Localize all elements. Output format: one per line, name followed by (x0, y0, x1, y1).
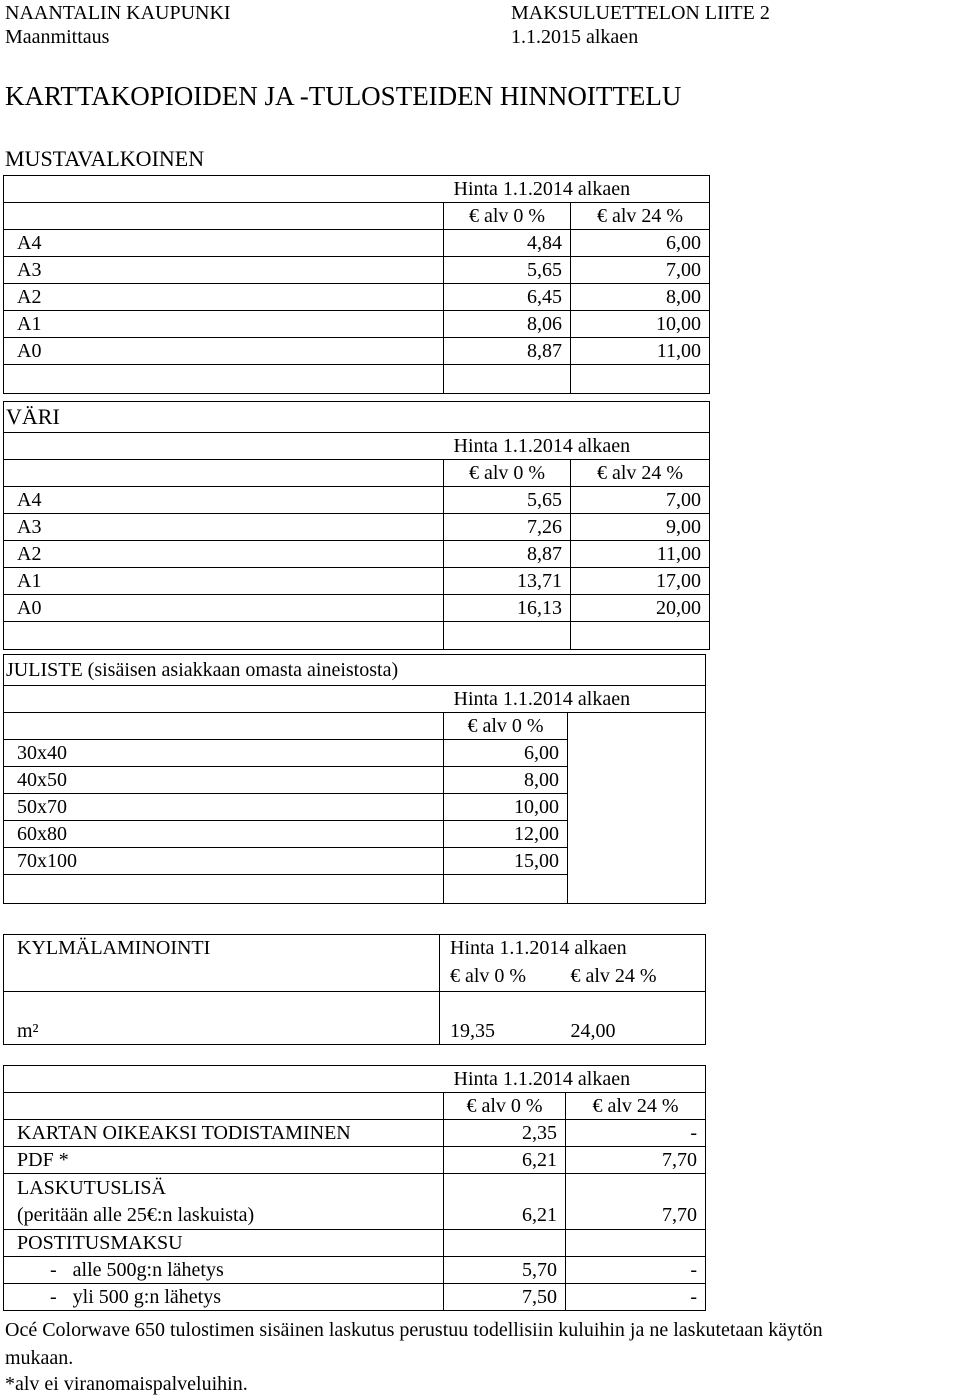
price-vat24: 6,00 (571, 230, 710, 257)
price-vat24: 17,00 (571, 568, 710, 595)
department-name: Maanmittaus (5, 26, 110, 48)
poster-price-header: Hinta 1.1.2014 alkaen (444, 686, 706, 713)
extras-price-table (3, 1065, 706, 1311)
extras-col-header-row (4, 1093, 706, 1120)
price-vat24: 11,00 (571, 541, 710, 568)
appendix-title: MAKSULUETTELON LIITE 2 (511, 2, 770, 24)
lamination-price-table (3, 934, 706, 1045)
billing-label (4, 1174, 444, 1230)
table-row (4, 338, 710, 365)
postage-label: POSTITUSMAKSU (4, 1230, 444, 1257)
postage-small-label (4, 1257, 444, 1284)
footnote-line-2: mukaan. (5, 1347, 74, 1369)
empty-row (4, 622, 710, 650)
price-vat24: 9,00 (571, 514, 710, 541)
table-row (4, 794, 706, 821)
page-title: KARTTAKOPIOIDEN JA -TULOSTEIDEN HINNOITTELU (5, 81, 682, 111)
size-label: A2 (4, 541, 444, 568)
price-vat0: 8,87 (444, 338, 571, 365)
footnote-line-3: *alv ei viranomaispalveluihin. (5, 1373, 248, 1395)
lamination-col-vat0: € alv 0 % (440, 961, 567, 992)
poster-col-header-row (4, 713, 706, 740)
price-vat24: - (566, 1120, 706, 1147)
size-label: A0 (4, 595, 444, 622)
price-vat24: 7,70 (566, 1174, 706, 1230)
poster-header-row (4, 686, 706, 713)
size-label: A3 (4, 514, 444, 541)
table-row (4, 514, 710, 541)
postage-large-label (4, 1284, 444, 1311)
lamination-col-vat24: € alv 24 % (567, 961, 706, 992)
lamination-header-row (4, 935, 706, 962)
lamination-price-header: Hinta 1.1.2014 alkaen (440, 935, 706, 962)
price-vat0: 8,00 (444, 767, 568, 794)
footnote-line-1: Océ Colorwave 650 tulostimen sisäinen laskutus perustuu todellisiin kuluihin ja ne laskutetaan käytön (5, 1319, 823, 1341)
table-row (4, 487, 710, 514)
billing-label-line2: (peritään alle 25€:n laskuista) (17, 1203, 255, 1226)
table-row (4, 595, 710, 622)
color-col-vat24: € alv 24 % (571, 460, 710, 487)
color-col-header-row (4, 460, 710, 487)
table-row (4, 821, 706, 848)
lamination-unit: m² (4, 1018, 440, 1045)
price-vat0: 6,00 (444, 740, 568, 767)
price-vat24: 7,70 (566, 1147, 706, 1174)
empty-row (4, 875, 706, 904)
table-row (4, 311, 710, 338)
bw-price-header: Hinta 1.1.2014 alkaen (444, 176, 710, 203)
price-vat0: 7,50 (444, 1284, 566, 1311)
bw-heading: MUSTAVALKOINEN (5, 146, 205, 171)
billing-label-line1: LASKUTUSLISÄ (17, 1176, 166, 1199)
extras-price-header: Hinta 1.1.2014 alkaen (444, 1066, 706, 1093)
valid-from-date: 1.1.2015 alkaen (511, 26, 639, 48)
empty-row (4, 365, 710, 394)
bw-col-vat0: € alv 0 % (444, 203, 571, 230)
price-vat0: 2,35 (444, 1120, 566, 1147)
extras-header-row (4, 1066, 706, 1093)
size-label: A1 (4, 311, 444, 338)
size-label: A0 (4, 338, 444, 365)
table-row (4, 284, 710, 311)
price-vat0: 13,71 (444, 568, 571, 595)
extras-col-vat24: € alv 24 % (566, 1093, 706, 1120)
org-name: NAANTALIN KAUPUNKI (5, 2, 231, 24)
bullet-dash: - (50, 1258, 57, 1281)
size-label: A2 (4, 284, 444, 311)
table-row (4, 1284, 706, 1311)
table-row (4, 848, 706, 875)
size-label: 40x50 (4, 767, 444, 794)
color-price-table (3, 401, 710, 650)
pdf-label: PDF * (4, 1147, 444, 1174)
price-vat24: - (566, 1284, 706, 1311)
certify-label: KARTAN OIKEAKSI TODISTAMINEN (4, 1120, 444, 1147)
color-header-row (4, 433, 710, 460)
table-row (4, 1174, 706, 1230)
price-vat0: 12,00 (444, 821, 568, 848)
price-vat0: 6,21 (444, 1147, 566, 1174)
size-label: 60x80 (4, 821, 444, 848)
table-row (4, 230, 710, 257)
price-vat24: 20,00 (571, 595, 710, 622)
table-row (4, 740, 706, 767)
poster-price-table (3, 654, 706, 904)
size-label: A3 (4, 257, 444, 284)
size-label: 50x70 (4, 794, 444, 821)
size-label: 30x40 (4, 740, 444, 767)
color-heading: VÄRI (4, 402, 710, 433)
bw-col-header-row (4, 203, 710, 230)
size-label: A4 (4, 230, 444, 257)
table-row (4, 1257, 706, 1284)
size-label: A4 (4, 487, 444, 514)
table-row (4, 541, 710, 568)
price-vat24: 7,00 (571, 487, 710, 514)
postage-large-text: yli 500 g:n lähetys (72, 1285, 221, 1308)
bw-header-row (4, 176, 710, 203)
price-vat0: 15,00 (444, 848, 568, 875)
price-vat0: 19,35 (440, 1018, 567, 1045)
table-row (4, 257, 710, 284)
price-vat24: 7,00 (571, 257, 710, 284)
price-vat0: 7,26 (444, 514, 571, 541)
color-price-header: Hinta 1.1.2014 alkaen (444, 433, 710, 460)
bw-col-vat24: € alv 24 % (571, 203, 710, 230)
table-row (4, 1018, 706, 1045)
size-label: 70x100 (4, 848, 444, 875)
color-col-vat0: € alv 0 % (444, 460, 571, 487)
price-vat0: 4,84 (444, 230, 571, 257)
price-vat0: 10,00 (444, 794, 568, 821)
price-vat0: 5,70 (444, 1257, 566, 1284)
price-vat24: 8,00 (571, 284, 710, 311)
price-vat0: 6,21 (444, 1174, 566, 1230)
lamination-col-header-row (4, 961, 706, 992)
table-row (4, 1120, 706, 1147)
price-vat24: 10,00 (571, 311, 710, 338)
table-row (4, 568, 710, 595)
poster-heading: JULISTE (sisäisen asiakkaan omasta aineistosta) (4, 655, 706, 686)
price-vat0: 8,06 (444, 311, 571, 338)
color-heading-row (4, 402, 710, 433)
poster-col-vat0: € alv 0 % (444, 713, 568, 740)
price-vat0: 16,13 (444, 595, 571, 622)
extras-col-vat0: € alv 0 % (444, 1093, 566, 1120)
price-vat0: 5,65 (444, 487, 571, 514)
poster-heading-row (4, 655, 706, 686)
lamination-heading: KYLMÄLAMINOINTI (4, 935, 440, 962)
lamination-spacer-row (4, 992, 706, 1019)
price-vat24: - (566, 1257, 706, 1284)
table-row (4, 767, 706, 794)
size-label: A1 (4, 568, 444, 595)
table-row (4, 1147, 706, 1174)
postage-small-text: alle 500g:n lähetys (72, 1258, 224, 1281)
table-row (4, 1230, 706, 1257)
price-vat0: 8,87 (444, 541, 571, 568)
price-vat24: 11,00 (571, 338, 710, 365)
price-vat24: 24,00 (567, 1018, 706, 1045)
price-vat0: 6,45 (444, 284, 571, 311)
bw-price-table (3, 175, 710, 394)
price-vat0: 5,65 (444, 257, 571, 284)
bullet-dash: - (50, 1285, 57, 1308)
